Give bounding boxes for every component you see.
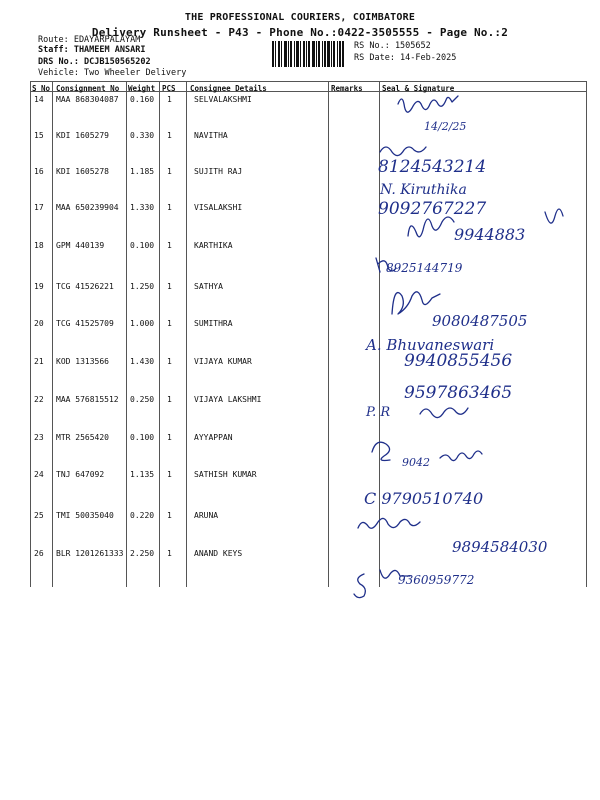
hw-row25-phone: 9894584030 — [452, 538, 548, 556]
vehicle-label: Vehicle: Two Wheeler Delivery — [38, 68, 187, 78]
row-weight: 1.330 — [130, 203, 155, 212]
row-consignee: SATHISH KUMAR — [194, 470, 257, 479]
row-pcs: 1 — [167, 282, 172, 291]
col-sno: S No — [32, 84, 51, 93]
hw-row21-phone2: 9597863465 — [404, 383, 513, 403]
row-consignment: GPM 440139 — [56, 241, 105, 250]
row-consignee: SELVALAKSHMI — [194, 95, 252, 104]
rs-number: RS No.: 1505652 — [354, 41, 431, 51]
row-consignee: VIJAYA LAKSHMI — [194, 395, 262, 404]
row-pcs: 1 — [167, 131, 172, 140]
row-consignment: MAA 650239904 — [56, 203, 119, 212]
row-weight: 0.100 — [130, 433, 155, 442]
route-label: Route: EDAYARPALAYAM — [38, 35, 141, 45]
hw-row17-phone: 9944883 — [454, 225, 526, 244]
company-title: THE PROFESSIONAL COURIERS, COIMBATORE — [184, 12, 416, 23]
row-pcs: 1 — [167, 395, 172, 404]
hw-row21-phone: 9940855456 — [404, 351, 513, 371]
row-sno: 25 — [34, 511, 44, 520]
row-weight: 0.220 — [130, 511, 155, 520]
row-sno: 23 — [34, 433, 44, 442]
staff-label: Staff: THAMEEM ANSARI — [38, 45, 146, 55]
row-consignment: TCG 41526221 — [56, 282, 114, 291]
rs-date: RS Date: 14-Feb-2025 — [354, 53, 457, 63]
row-consignee: ANAND KEYS — [194, 549, 243, 558]
row-weight: 0.250 — [130, 395, 155, 404]
row-pcs: 1 — [167, 470, 172, 479]
row-consignment: MAA 868304087 — [56, 95, 119, 104]
row-consignment: BLR 1201261333 — [56, 549, 124, 558]
row-pcs: 1 — [167, 511, 172, 520]
row-pcs: 1 — [167, 167, 172, 176]
row-consignment: KDI 1605279 — [56, 131, 109, 140]
col-weight: Weight — [128, 84, 156, 93]
hw-row20-name: A. Bhuvaneswari — [366, 336, 495, 354]
row-weight: 0.330 — [130, 131, 155, 140]
row-weight: 1.000 — [130, 319, 155, 328]
row-sno: 15 — [34, 131, 44, 140]
row-consignee: KARTHIKA — [194, 241, 233, 250]
row-consignee: VIJAYA KUMAR — [194, 357, 252, 366]
hw-row23: 9042 — [402, 456, 430, 469]
row-weight: 0.100 — [130, 241, 155, 250]
row-sno: 16 — [34, 167, 44, 176]
row-sno: 24 — [34, 470, 44, 479]
col-consignee: Consignee Details — [190, 84, 267, 93]
row-sno: 17 — [34, 203, 44, 212]
row-consignee: SUJITH RAJ — [194, 167, 243, 176]
row-pcs: 1 — [167, 203, 172, 212]
row-consignee: SATHYA — [194, 282, 223, 291]
row-consignee: SUMITHRA — [194, 319, 233, 328]
col-consignment: Consignment No — [56, 84, 120, 93]
row-pcs: 1 — [167, 357, 172, 366]
row-weight: 1.135 — [130, 470, 155, 479]
col-remarks: Remarks — [331, 84, 363, 93]
runsheet-title: Delivery Runsheet - P43 - Phone No.:0422-3505555 - Page No.:2 — [91, 26, 509, 39]
row-pcs: 1 — [167, 549, 172, 558]
hw-row26-phone: 9360959772 — [398, 573, 475, 587]
row-pcs: 1 — [167, 95, 172, 104]
row-consignee: NAVITHA — [194, 131, 228, 140]
row-consignment: TNJ 647092 — [56, 470, 105, 479]
row-consignee: AYYAPPAN — [194, 433, 233, 442]
row-weight: 0.160 — [130, 95, 155, 104]
row-consignment: TCG 41525709 — [56, 319, 114, 328]
col-seal: Seal & Signature — [382, 84, 455, 93]
hw-row22: P. R — [366, 405, 391, 420]
hw-row18-phone: 8925144719 — [386, 261, 463, 275]
drs-number: DRS No.: DCJB150565202 — [38, 57, 151, 67]
row-weight: 1.185 — [130, 167, 155, 176]
row-sno: 26 — [34, 549, 44, 558]
row-sno: 14 — [34, 95, 44, 104]
row-sno: 21 — [34, 357, 44, 366]
hw-row19-phone: 9080487505 — [432, 312, 528, 330]
hw-row24-phone: C 9790510740 — [364, 489, 484, 508]
row-pcs: 1 — [167, 241, 172, 250]
col-pcs: PCS — [162, 84, 176, 93]
row-consignment: KOD 1313566 — [56, 357, 109, 366]
row-sno: 19 — [34, 282, 44, 291]
row-sno: 20 — [34, 319, 44, 328]
row-pcs: 1 — [167, 319, 172, 328]
hw-row14-date: 14/2/25 — [424, 120, 467, 133]
row-consignment: KDI 1605278 — [56, 167, 109, 176]
row-sno: 22 — [34, 395, 44, 404]
row-weight: 1.250 — [130, 282, 155, 291]
row-consignee: VISALAKSHI — [194, 203, 243, 212]
row-consignment: TMI 50035040 — [56, 511, 114, 520]
row-sno: 18 — [34, 241, 44, 250]
hw-row16-phone: 9092767227 — [378, 199, 487, 219]
row-pcs: 1 — [167, 433, 172, 442]
row-weight: 1.430 — [130, 357, 155, 366]
hw-row16-name: N. Kiruthika — [380, 182, 467, 198]
hw-row15-phone: 8124543214 — [378, 157, 487, 177]
row-consignee: ARUNA — [194, 511, 219, 520]
row-consignment: MTR 2565420 — [56, 433, 109, 442]
row-weight: 2.250 — [130, 549, 155, 558]
row-consignment: MAA 576815512 — [56, 395, 119, 404]
